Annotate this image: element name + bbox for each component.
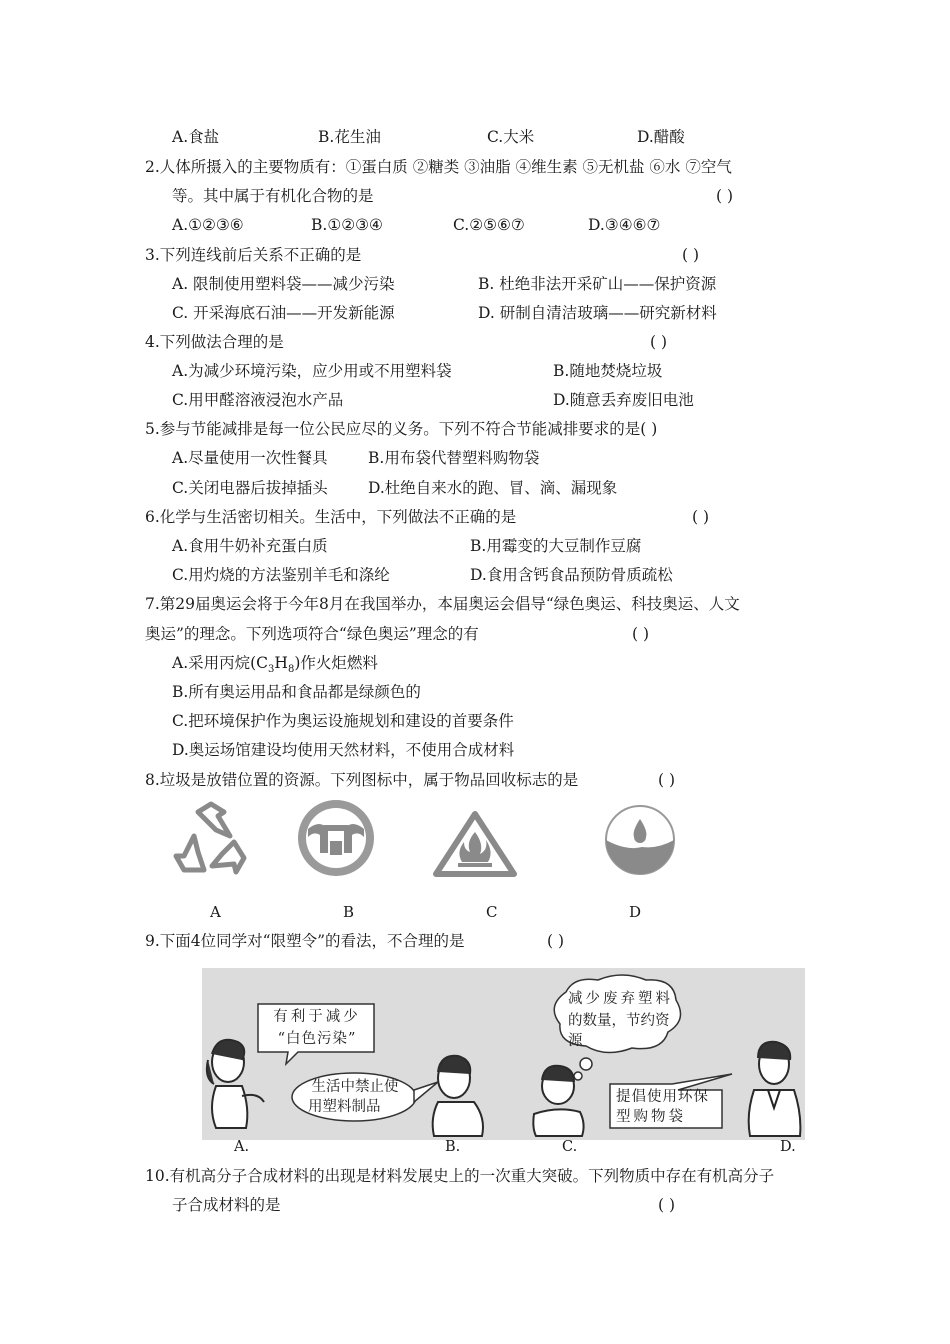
bubble-c-line1: 减少废弃塑料 [568,991,673,1007]
q2-answer-paren: ( ) [716,187,734,205]
bubble-c-line3: 源 [568,1033,586,1049]
q5-option-a: A.尽量使用一次性餐具 [172,449,328,467]
q4-answer-paren: ( ) [650,333,668,351]
q9-answer-paren: ( ) [547,932,565,950]
q7-option-a [172,653,378,680]
q8-stem: 8.垃圾是放错位置的资源。下列图标中，属于物品回收标志的是 [145,771,579,789]
q6-option-b: B.用霉变的大豆制作豆腐 [470,537,642,555]
flammable-warning-icon [432,810,518,878]
q3-option-d: D. 研制自清洁玻璃——研究新材料 [478,304,717,322]
q6-option-d: D.食用含钙食品预防骨质疏松 [470,566,673,584]
q5-option-d: D.杜绝自来水的跑、冒、滴、漏现象 [368,479,618,497]
q10-answer-paren: ( ) [658,1196,676,1214]
q6-option-a: A.食用牛奶补充蛋白质 [172,537,328,555]
q4-option-d: D.随意丢弃废旧电池 [553,391,694,409]
q2-option-b: B.①②③④ [311,216,383,234]
q6-stem: 6.化学与生活密切相关。生活中，下列做法不正确的是 [145,508,517,526]
bubble-b-line2: 用塑料制品 [308,1099,381,1115]
q2-stem-line1: 2.人体所摄入的主要物质有：①蛋白质 ②糖类 ③油脂 ④维生素 ⑤无机盐 ⑥水 ⑦空气 [145,158,732,176]
q5-option-c: C.关闭电器后拔掉插头 [172,479,328,497]
q7-option-d: D.奥运场馆建设均使用天然材料，不使用合成材料 [172,741,515,759]
q4-option-c: C.用甲醛溶液浸泡水产品 [172,391,344,409]
q10-stem-line2: 子合成材料的是 [172,1196,281,1214]
bubble-c-line2: 的数量，节约资 [568,1013,670,1029]
q7-option-a-text: A.采用丙烷(C [172,654,269,672]
q1-option-c: C.大米 [487,128,535,146]
bubble-a-line2: “白色污染” [277,1031,357,1047]
q8-label-d: D [629,903,642,921]
q8-label-b: B [343,903,355,921]
q3-option-c: C. 开采海底石油——开发新能源 [172,304,395,322]
q9-label-a: A. [234,1139,250,1155]
q5-option-b: B.用布袋代替塑料购物袋 [368,449,540,467]
bubble-d-line1: 提倡使用环保 [616,1089,709,1105]
q7-answer-paren: ( ) [632,625,650,643]
q7-stem-line2: 奥运”的理念。下列选项符合“绿色奥运”理念的有 [145,625,479,643]
q4-option-b: B.随地焚烧垃圾 [553,362,663,380]
q2-option-c: C.②⑤⑥⑦ [453,216,525,234]
q7-option-a-text: )作火炬燃料 [294,654,378,672]
q7-option-b: B.所有奥运用品和食品都是绿颜色的 [172,683,421,701]
q9-stem: 9.下面4位同学对“限塑令”的看法，不合理的是 [145,932,465,950]
q9-label-d: D. [780,1139,796,1155]
q7-option-c: C.把环境保护作为奥运设施规划和建设的首要条件 [172,712,514,730]
q9-label-b: B. [445,1139,461,1155]
q4-option-a: A.为减少环境污染，应少用或不用塑料袋 [172,362,452,380]
q3-stem: 3.下列连线前后关系不正确的是 [145,246,362,264]
q5-stem: 5.参与节能减排是每一位公民应尽的义务。下列不符合节能减排要求的是( ) [145,420,658,438]
limit-plastic-cartoon [202,968,805,1140]
q1-option-d: D.醋酸 [637,128,685,146]
q2-option-a: A.①②③⑥ [172,216,244,234]
q3-answer-paren: ( ) [682,246,700,264]
q7-option-a-text: H [274,654,288,672]
q10-stem-line1: 10.有机高分子合成材料的出现是材料发展史上的一次重大突破。下列物质中存在有机高分子 [145,1167,775,1185]
q6-answer-paren: ( ) [692,508,710,526]
bubble-b-line1: 生活中禁止使 [311,1079,399,1095]
q1-option-b: B.花生油 [318,128,381,146]
q3-option-a: A. 限制使用塑料袋——减少污染 [172,275,395,293]
q8-label-a: A [210,903,221,921]
bubble-a-line1: 有利于减少 [273,1009,361,1025]
q6-option-c: C.用灼烧的方法鉴别羊毛和涤纶 [172,566,390,584]
q7-stem-line1: 7.第29届奥运会将于今年8月在我国举办，本届奥运会倡导“绿色奥运、科技奥运、人文 [145,595,740,613]
water-drop-hand-icon [602,803,678,877]
formula-subscript: 3 [268,664,275,676]
q8-label-c: C [486,903,498,921]
q1-option-a: A.食盐 [172,128,220,146]
q2-option-d: D.③④⑥⑦ [588,216,661,234]
q3-option-b: B. 杜绝非法开采矿山——保护资源 [478,275,717,293]
q4-stem: 4.下列做法合理的是 [145,333,284,351]
q8-answer-paren: ( ) [658,771,676,789]
q2-stem-line2: 等。其中属于有机化合物的是 [172,187,374,205]
water-saving-icon [294,797,378,879]
bubble-d-line2: 型购物袋 [616,1109,686,1125]
recycle-icon [168,800,254,880]
formula-subscript: 8 [287,664,295,676]
q9-label-c: C. [562,1139,578,1155]
